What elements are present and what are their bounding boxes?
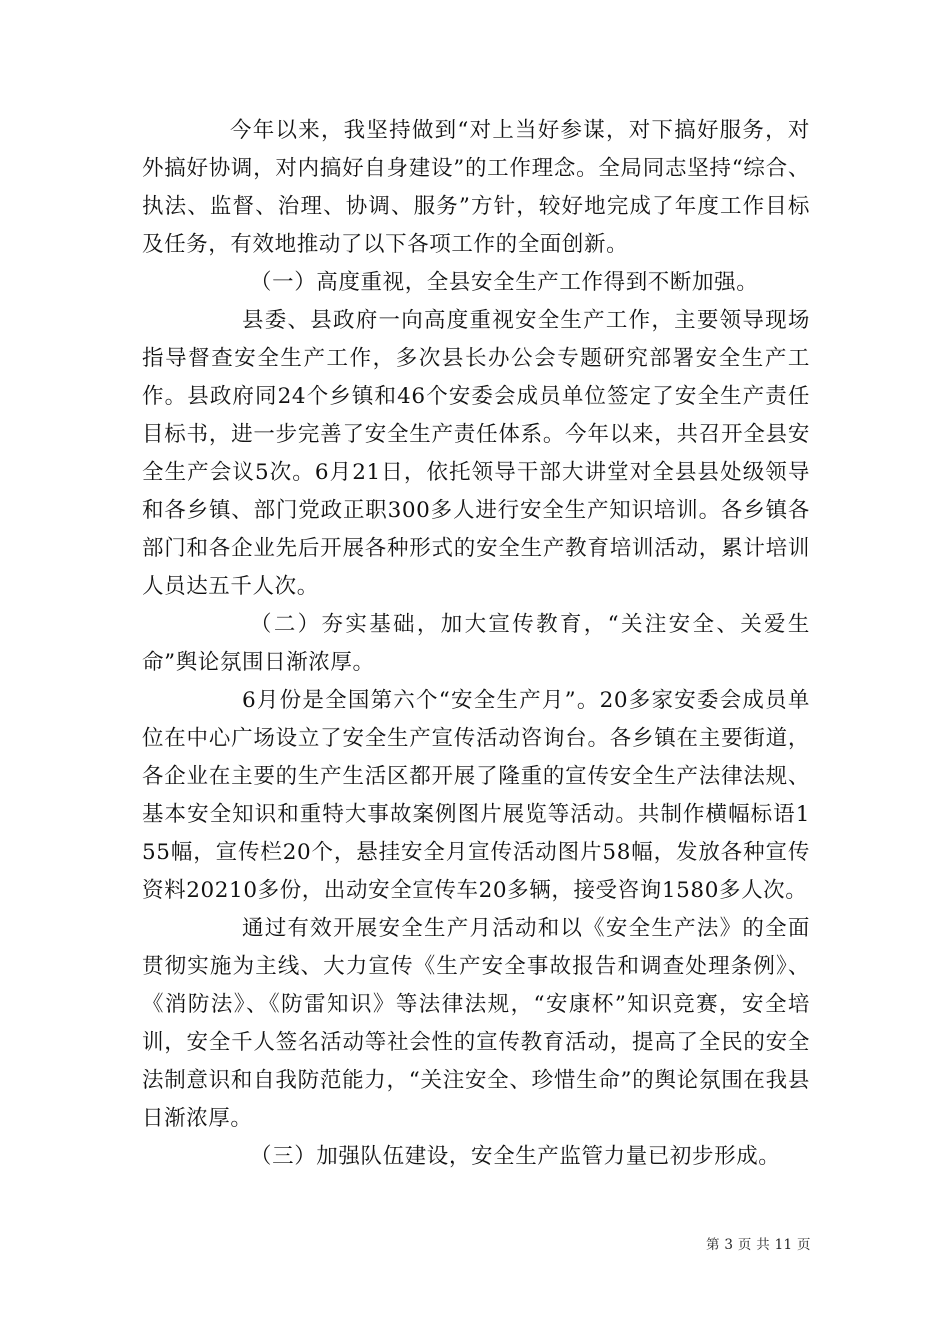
section-heading-2: （二）夯实基础，加大宣传教育，“关注安全、关爱生命”舆论氛围日渐浓厚。 [142, 612, 810, 675]
section-heading-3: （三）加强队伍建设，安全生产监管力量已初步形成。 [250, 1144, 781, 1169]
document-body [142, 112, 810, 1176]
section-2-paragraph-1: 6月份是全国第六个“安全生产月”。20多家安委会成员单位在中心广场设立了安全生产宣传活动咨询台。各乡镇在主要街道，各企业在主要的生产生活区都开展了隆重的宣传安全生产法律法规、基本安全知识和重特大事故案例图片展览等活动。共制作横幅标语155幅，宣传栏20个，悬挂安全月宣传活动图片58幅，发放各种宣传资料20210多份，出动安全宣传车20多辆，接受咨询1580多人次。 [142, 688, 810, 903]
page-number-footer: 第 3 页 共 11 页 [706, 1237, 811, 1253]
section-2-paragraph-2: 通过有效开展安全生产月活动和以《安全生产法》的全面贯彻实施为主线、大力宣传《生产安全事故报告和调查处理条例》、《消防法》、《防雷知识》等法律法规，“安康杯”知识竞赛，安全培训，安全千人签名活动等社会性的宣传教育活动，提高了全民的安全法制意识和自我防范能力，“关注安全、珍惜生命”的舆论氛围在我县日渐浓厚。 [142, 916, 810, 1131]
section-heading-1: （一）高度重视，全县安全生产工作得到不断加强。 [250, 270, 759, 295]
intro-paragraph: 今年以来，我坚持做到“对上当好参谋，对下搞好服务，对外搞好协调，对内搞好自身建设”的工作理念。全局同志坚持“综合、执法、监督、治理、协调、服务”方针，较好地完成了年度工作目标及任务，有效地推动了以下各项工作的全面创新。 [142, 118, 810, 257]
section-1-paragraph: 县委、县政府一向高度重视安全生产工作，主要领导现场指导督查安全生产工作，多次县长办公会专题研究部署安全生产工作。县政府同24个乡镇和46个安委会成员单位签定了安全生产责任目标书，进一步完善了安全生产责任体系。今年以来，共召开全县安全生产会议5次。6月21日，依托领导干部大讲堂对全县县处级领导和各乡镇、部门党政正职300多人进行安全生产知识培训。各乡镇各部门和各企业先后开展各种形式的安全生产教育培训活动，累计培训人员达五千人次。 [142, 308, 810, 599]
